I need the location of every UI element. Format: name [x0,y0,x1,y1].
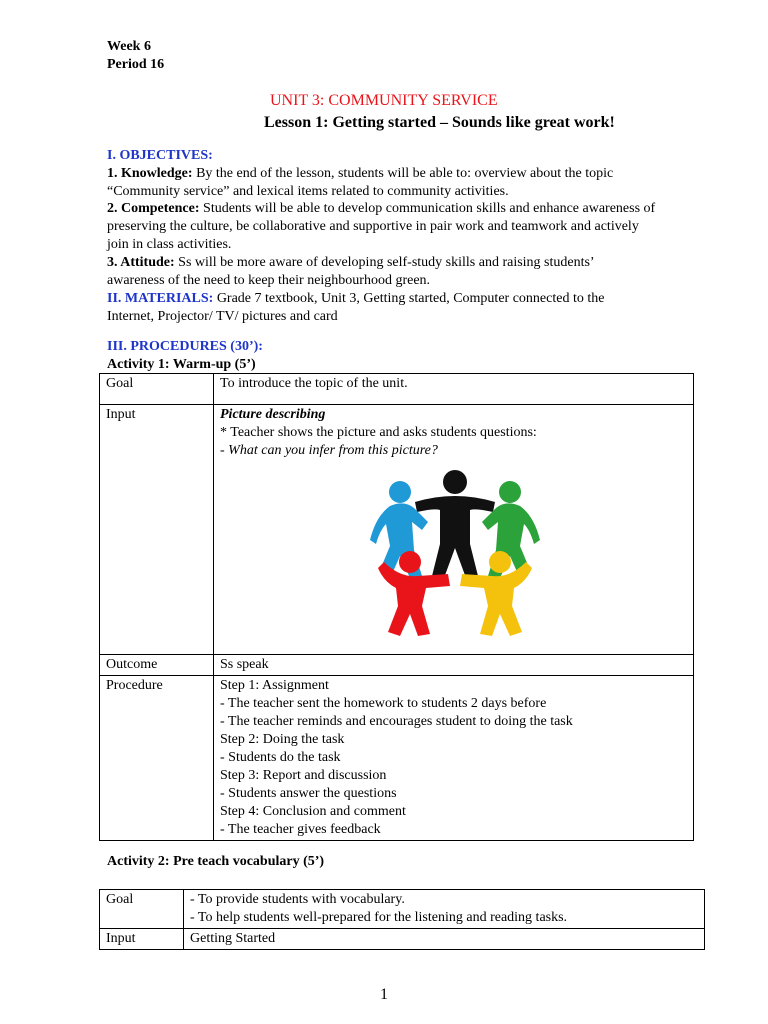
input-cell: Picture describing * Teacher shows the picture and asks students questions: - What can you infer from this picture? [214,405,694,655]
goal-label: Goal [100,890,184,929]
table-row [100,405,694,655]
procedure-steps [214,676,694,841]
list-item: - The teacher gives feedback [220,822,381,837]
goal-label: Goal [100,374,214,405]
list-item: Step 3: Report and discussion [220,768,387,783]
goal-text: - To provide students with vocabulary. - To help students well-prepared for the listening and reading tasks. [184,890,705,929]
list-item: Step 4: Conclusion and comment [220,804,406,819]
table-row [100,929,705,950]
procedures-heading: III. PROCEDURES (30’): [107,339,263,354]
input-text: Getting Started [184,929,705,950]
outcome-label: Outcome [100,655,214,676]
input-question: What can you infer from this picture? [228,443,438,458]
unit-title: UNIT 3: COMMUNITY SERVICE [270,92,498,109]
period-label: Period 16 [107,57,165,72]
table-row [100,890,705,929]
input-label: Input [100,405,214,655]
week-label: Week 6 [107,39,151,54]
list-item: - The teacher sent the homework to students 2 days before [220,696,547,711]
table-row [100,676,694,841]
input-title: Picture describing [220,407,326,422]
objectives-heading: I. OBJECTIVES: [107,148,213,163]
attitude-paragraph: 3. Attitude: Ss will be more aware of developing self-study skills and raising students’ awareness of the need to keep their neighbourhood green. [107,255,595,288]
materials-paragraph: II. MATERIALS: Grade 7 textbook, Unit 3, Getting started, Computer connected to the Internet, Projector/ TV/ pictures and card [107,291,605,324]
list-item: - Students do the task [220,750,341,765]
activity1-table [99,373,694,841]
goal-text: To introduce the topic of the unit. [214,374,694,405]
knowledge-label: 1. Knowledge: [107,166,193,181]
activity1-title: Activity 1: Warm-up (5’) [107,357,256,372]
table-row [100,374,694,405]
activity2-title: Activity 2: Pre teach vocabulary (5’) [107,854,325,869]
knowledge-paragraph: 1. Knowledge: By the end of the lesson, students will be able to: overview about the topic “Community service” and lexical items related to community activities. [107,166,614,199]
competence-paragraph: 2. Competence: Students will be able to develop communication skills and enhance awareness of preserving the culture, be collaborative and supportive in pair work and teamwork and actively join in class activities. [107,201,656,252]
list-item: - Students answer the questions [220,786,397,801]
competence-label: 2. Competence: [107,201,200,216]
attitude-label: 3. Attitude: [107,255,175,270]
input-label: Input [100,929,184,950]
list-item: - The teacher reminds and encourages student to doing the task [220,714,573,729]
table-row [100,655,694,676]
activity2-table [99,889,705,950]
community-circle-people-icon [370,464,540,640]
procedure-label: Procedure [100,676,214,841]
outcome-text: Ss speak [214,655,694,676]
lesson-title: Lesson 1: Getting started – Sounds like great work! [264,114,615,131]
list-item: Step 2: Doing the task [220,732,345,747]
list-item: Step 1: Assignment [220,678,329,693]
input-instruction: * Teacher shows the picture and asks students questions: [220,425,537,440]
materials-heading: II. MATERIALS: [107,291,214,306]
black-figure [415,470,495,578]
page-number: 1 [380,986,388,1003]
